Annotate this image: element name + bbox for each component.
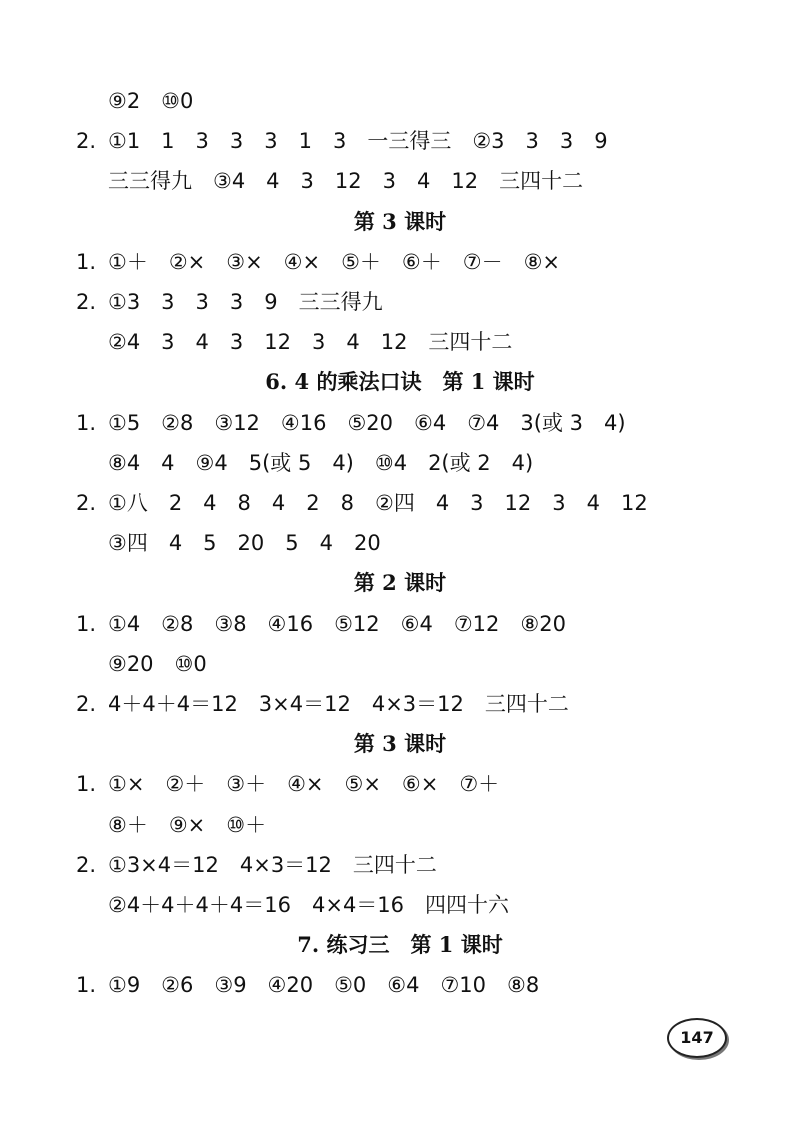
answer-line <box>0 845 800 885</box>
answer-line <box>0 81 800 121</box>
answer-text: 4＋4＋4＝12 3×4＝12 4×3＝12 三四十二 <box>108 692 569 716</box>
question-number: 2. <box>76 129 97 153</box>
answer-line <box>0 604 800 644</box>
question-number: 2. <box>76 290 97 314</box>
answer-text: ⑨2 ⑩0 <box>108 89 194 113</box>
answer-line <box>0 121 800 161</box>
question-number: 1. <box>76 411 97 435</box>
answer-line <box>0 764 800 804</box>
section-heading: 6. 4 的乘法口诀 第 1 课时 <box>265 369 535 394</box>
answer-line <box>0 443 800 483</box>
answer-line <box>0 282 800 322</box>
question-number: 1. <box>76 973 97 997</box>
section-heading: 7. 练习三 第 1 课时 <box>297 932 503 957</box>
question-number: 2. <box>76 853 97 877</box>
answer-line <box>0 965 800 1005</box>
answer-text: ⑧4 4 ⑨4 5(或 5 4) ⑩4 2(或 2 4) <box>108 451 534 475</box>
answer-text: ①4 ②8 ③8 ④16 ⑤12 ⑥4 ⑦12 ⑧20 <box>108 612 566 636</box>
answer-line <box>0 885 800 925</box>
answer-text: ①× ②＋ ③＋ ④× ⑤× ⑥× ⑦＋ <box>108 772 500 796</box>
answer-text: ③四 4 5 20 5 4 20 <box>108 531 381 555</box>
answer-text: ①3×4＝12 4×3＝12 三四十二 <box>108 853 437 877</box>
answer-line <box>0 322 800 362</box>
answer-text: 三三得九 ③4 4 3 12 3 4 12 三四十二 <box>108 169 584 193</box>
section-heading: 第 3 课时 <box>353 209 447 234</box>
answer-line <box>0 805 800 845</box>
answer-line <box>0 684 800 724</box>
answer-line <box>0 483 800 523</box>
question-number: 1. <box>76 772 97 796</box>
question-number: 1. <box>76 612 97 636</box>
question-number: 2. <box>76 692 97 716</box>
question-number: 2. <box>76 491 97 515</box>
section-heading: 第 2 课时 <box>353 570 447 595</box>
answer-line <box>0 403 800 443</box>
answer-line <box>0 161 800 201</box>
answer-line <box>0 242 800 282</box>
answer-text: ①＋ ②× ③× ④× ⑤＋ ⑥＋ ⑦－ ⑧× <box>108 250 560 274</box>
answer-text: ①5 ②8 ③12 ④16 ⑤20 ⑥4 ⑦4 3(或 3 4) <box>108 411 626 435</box>
answer-text: ⑧＋ ⑨× ⑩＋ <box>108 813 267 837</box>
question-number: 1. <box>76 250 97 274</box>
answer-line <box>0 523 800 563</box>
section-heading: 第 3 课时 <box>353 731 447 756</box>
answer-text: ⑨20 ⑩0 <box>108 652 207 676</box>
answer-text: ②4＋4＋4＋4＝16 4×4＝16 四四十六 <box>108 893 510 917</box>
answer-text: ②4 3 4 3 12 3 4 12 三四十二 <box>108 330 513 354</box>
answer-text: ①八 2 4 8 4 2 8 ②四 4 3 12 3 4 12 <box>108 491 648 515</box>
answer-text: ①9 ②6 ③9 ④20 ⑤0 ⑥4 ⑦10 ⑧8 <box>108 973 540 997</box>
page-number-badge: 147 <box>667 1018 727 1058</box>
answer-text: ①3 3 3 3 9 三三得九 <box>108 290 383 314</box>
answer-line <box>0 644 800 684</box>
answer-text: ①1 1 3 3 3 1 3 一三得三 ②3 3 3 9 <box>108 129 608 153</box>
